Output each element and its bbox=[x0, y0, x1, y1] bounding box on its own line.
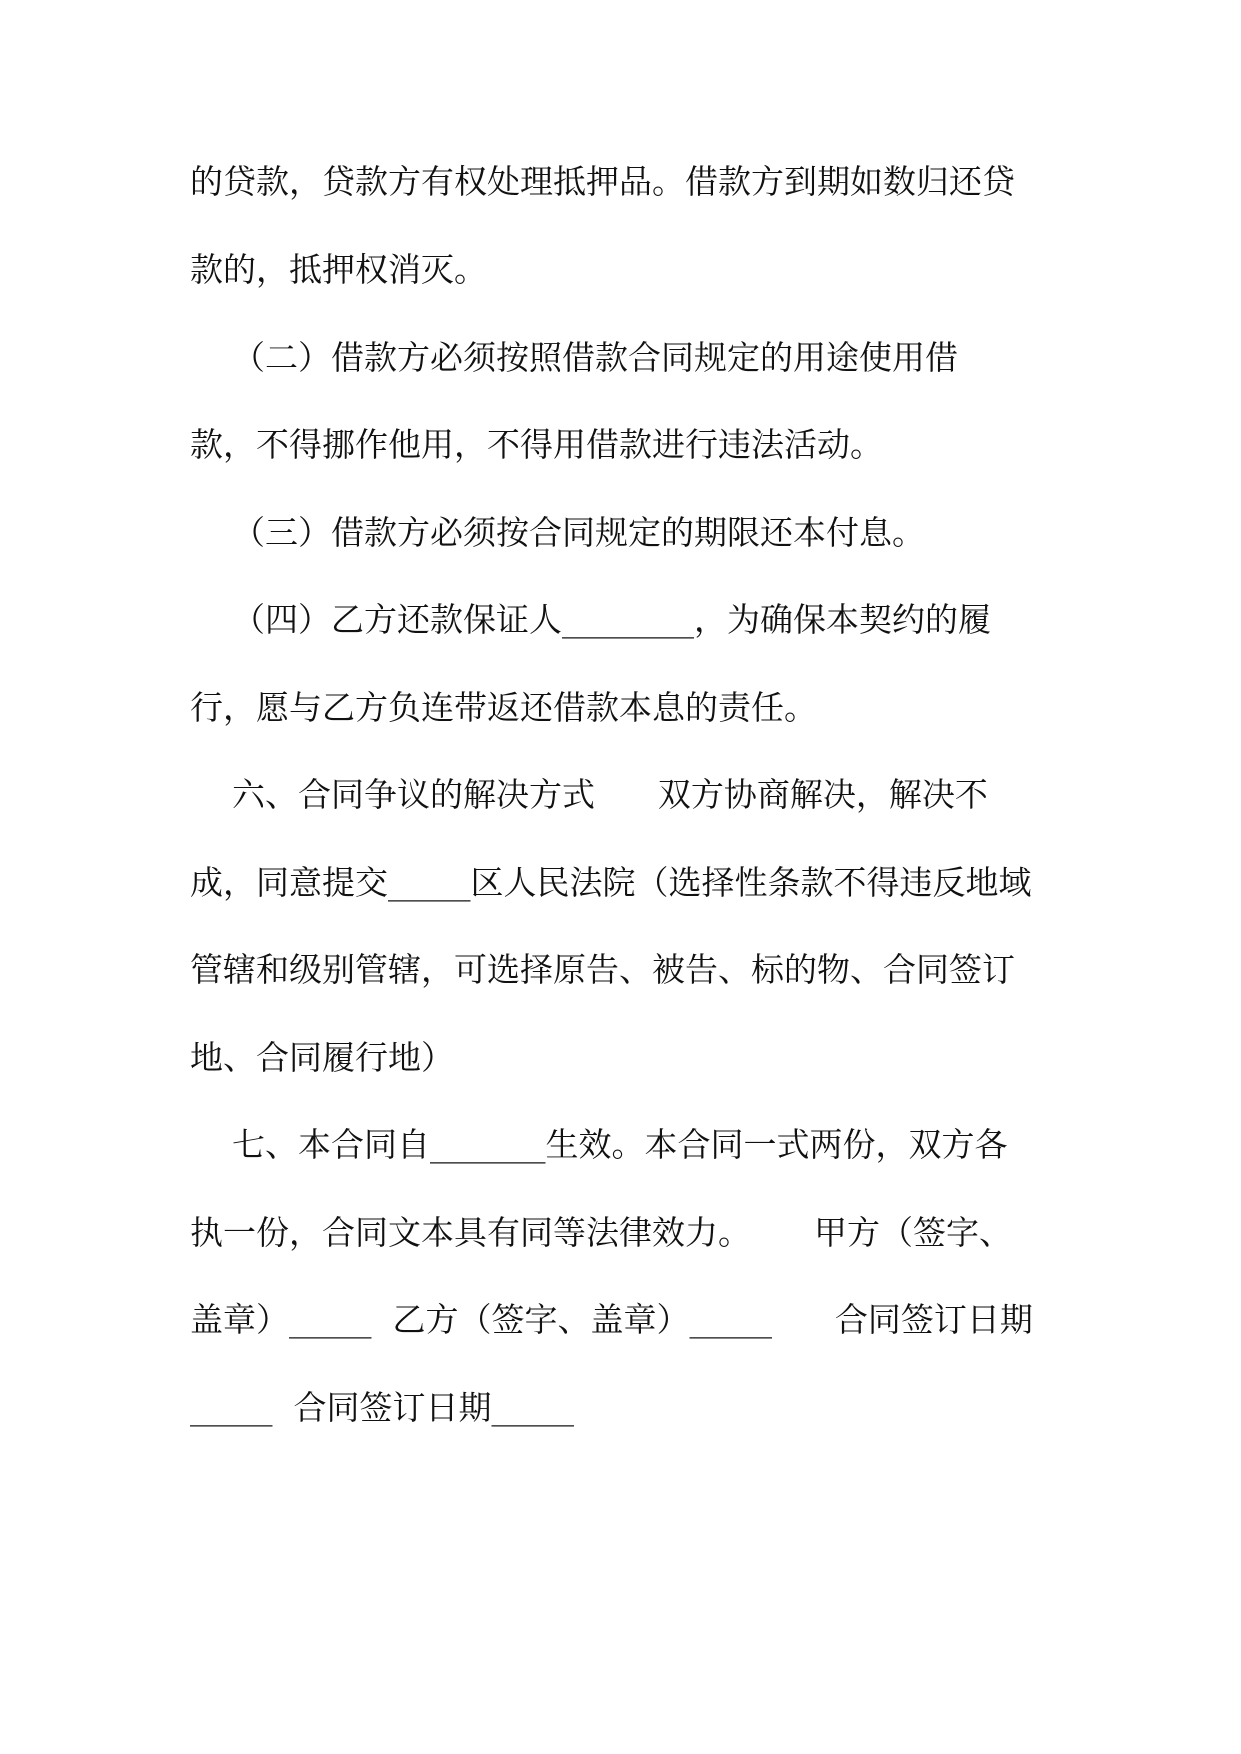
text-line: _____ 合同签订日期_____ bbox=[190, 1388, 574, 1427]
text-line: （二）借款方必须按照借款合同规定的用途使用借 bbox=[190, 338, 958, 377]
text-line: 款的，抵押权消灭。 bbox=[190, 250, 487, 289]
text-line: 行，愿与乙方负连带返还借款本息的责任。 bbox=[190, 688, 817, 727]
text-line: 的贷款，贷款方有权处理抵押品。借款方到期如数归还贷 bbox=[190, 162, 1015, 201]
text-line: 盖章）_____ 乙方（签字、盖章）_____ 合同签订日期 bbox=[190, 1300, 1033, 1339]
text-line: 地、合同履行地） bbox=[190, 1038, 454, 1077]
text-line: （四）乙方还款保证人________，为确保本契约的履 bbox=[190, 600, 991, 639]
text-line: 执一份，合同文本具有同等法律效力。 甲方（签字、 bbox=[190, 1213, 1012, 1252]
text-line: 七、本合同自_______生效。本合同一式两份，双方各 bbox=[190, 1125, 1008, 1164]
text-line: 管辖和级别管辖，可选择原告、被告、标的物、合同签订 bbox=[190, 950, 1015, 989]
text-line: 成，同意提交_____区人民法院（选择性条款不得违反地域 bbox=[190, 863, 1032, 902]
text-line: 款，不得挪作他用，不得用借款进行违法活动。 bbox=[190, 425, 883, 464]
text-line: 六、合同争议的解决方式 双方协商解决，解决不 bbox=[190, 775, 988, 814]
text-line: （三）借款方必须按合同规定的期限还本付息。 bbox=[190, 513, 925, 552]
